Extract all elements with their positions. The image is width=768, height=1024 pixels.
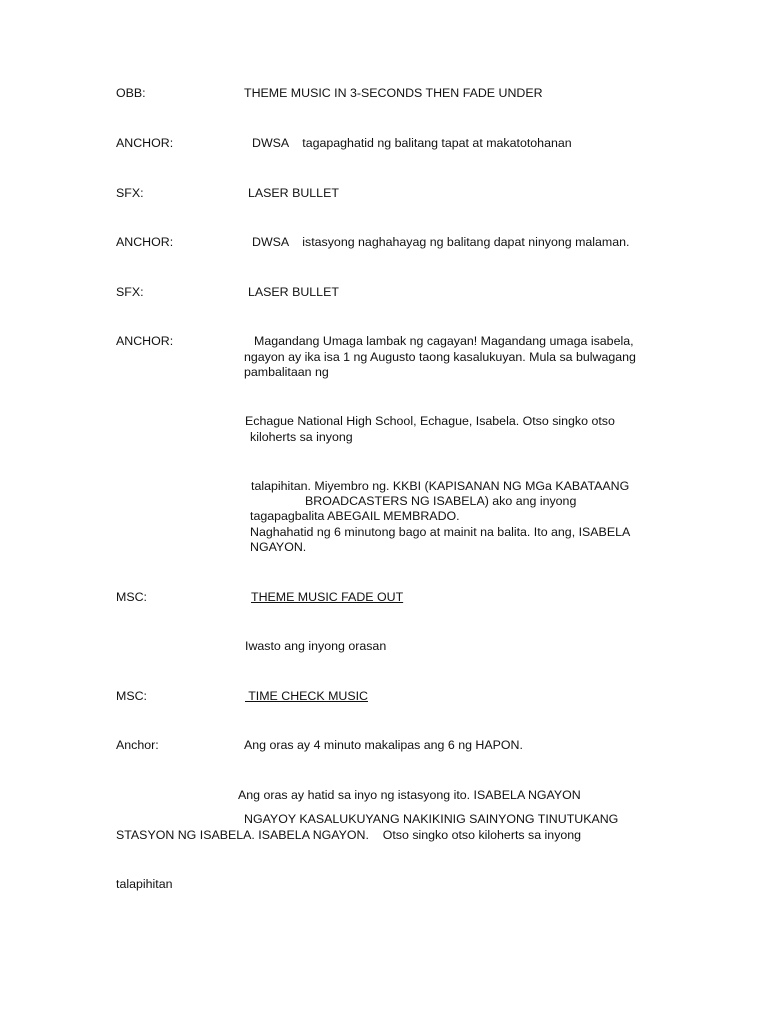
msc-text: THEME MUSIC FADE OUT bbox=[251, 590, 404, 604]
anchor-text-line: Magandang Umaga lambak ng cagayan! Magandang umaga isabela, bbox=[254, 334, 634, 348]
paragraph-line: talapihitan bbox=[116, 877, 173, 891]
paragraph-line: tagapagbalita ABEGAIL MEMBRADO. bbox=[250, 509, 460, 523]
msc-label: MSC: bbox=[116, 689, 147, 703]
sfx-label: SFX: bbox=[116, 285, 144, 299]
sfx-text: LASER BULLET bbox=[248, 285, 339, 299]
anchor-text-line: ngayon ay ika isa 1 ng Augusto taong kasalukuyan. Mula sa bulwagang bbox=[244, 350, 636, 364]
paragraph-line: Iwasto ang inyong orasan bbox=[245, 639, 387, 653]
paragraph-line: Echague National High School, Echague, Isabela. Otso singko otso bbox=[245, 414, 615, 428]
paragraph-line: STASYON NG ISABELA. ISABELA NGAYON. Otso singko otso kiloherts sa inyong bbox=[116, 828, 582, 842]
paragraph-line: BROADCASTERS NG ISABELA) ako ang inyong bbox=[305, 494, 577, 508]
paragraph-line: kiloherts sa inyong bbox=[250, 430, 353, 444]
obb-text: THEME MUSIC IN 3-SECONDS THEN FADE UNDER bbox=[244, 86, 543, 100]
anchor-label: ANCHOR: bbox=[116, 235, 174, 249]
anchor-text: Ang oras ay 4 minuto makalipas ang 6 ng HAPON. bbox=[244, 738, 523, 752]
anchor-text-line: pambalitaan ng bbox=[244, 365, 329, 379]
sfx-label: SFX: bbox=[116, 186, 144, 200]
paragraph-line: Naghahatid ng 6 minutong bago at mainit na balita. Ito ang, ISABELA bbox=[250, 525, 631, 539]
anchor-label: ANCHOR: bbox=[116, 136, 174, 150]
sfx-text: LASER BULLET bbox=[248, 186, 339, 200]
msc-text: TIME CHECK MUSIC bbox=[245, 689, 368, 703]
obb-label: OBB: bbox=[116, 86, 146, 100]
paragraph-line: talapihitan. Miyembro ng. KKBI (KAPISANAN NG MGa KABATAANG bbox=[251, 479, 630, 493]
paragraph-line: NGAYOY KASALUKUYANG NAKIKINIG SAINYONG TINUTUKANG bbox=[244, 812, 619, 826]
msc-label: MSC: bbox=[116, 590, 147, 604]
anchor-text: DWSA istasyong naghahayag ng balitang dapat ninyong malaman. bbox=[252, 235, 630, 249]
anchor-text: DWSA tagapaghatid ng balitang tapat at makatotohanan bbox=[252, 136, 572, 150]
paragraph-line: NGAYON. bbox=[250, 540, 307, 554]
paragraph-line: Ang oras ay hatid sa inyo ng istasyong ito. ISABELA NGAYON bbox=[238, 788, 581, 802]
anchor-label: ANCHOR: bbox=[116, 334, 174, 348]
anchor-label: Anchor: bbox=[116, 738, 159, 752]
